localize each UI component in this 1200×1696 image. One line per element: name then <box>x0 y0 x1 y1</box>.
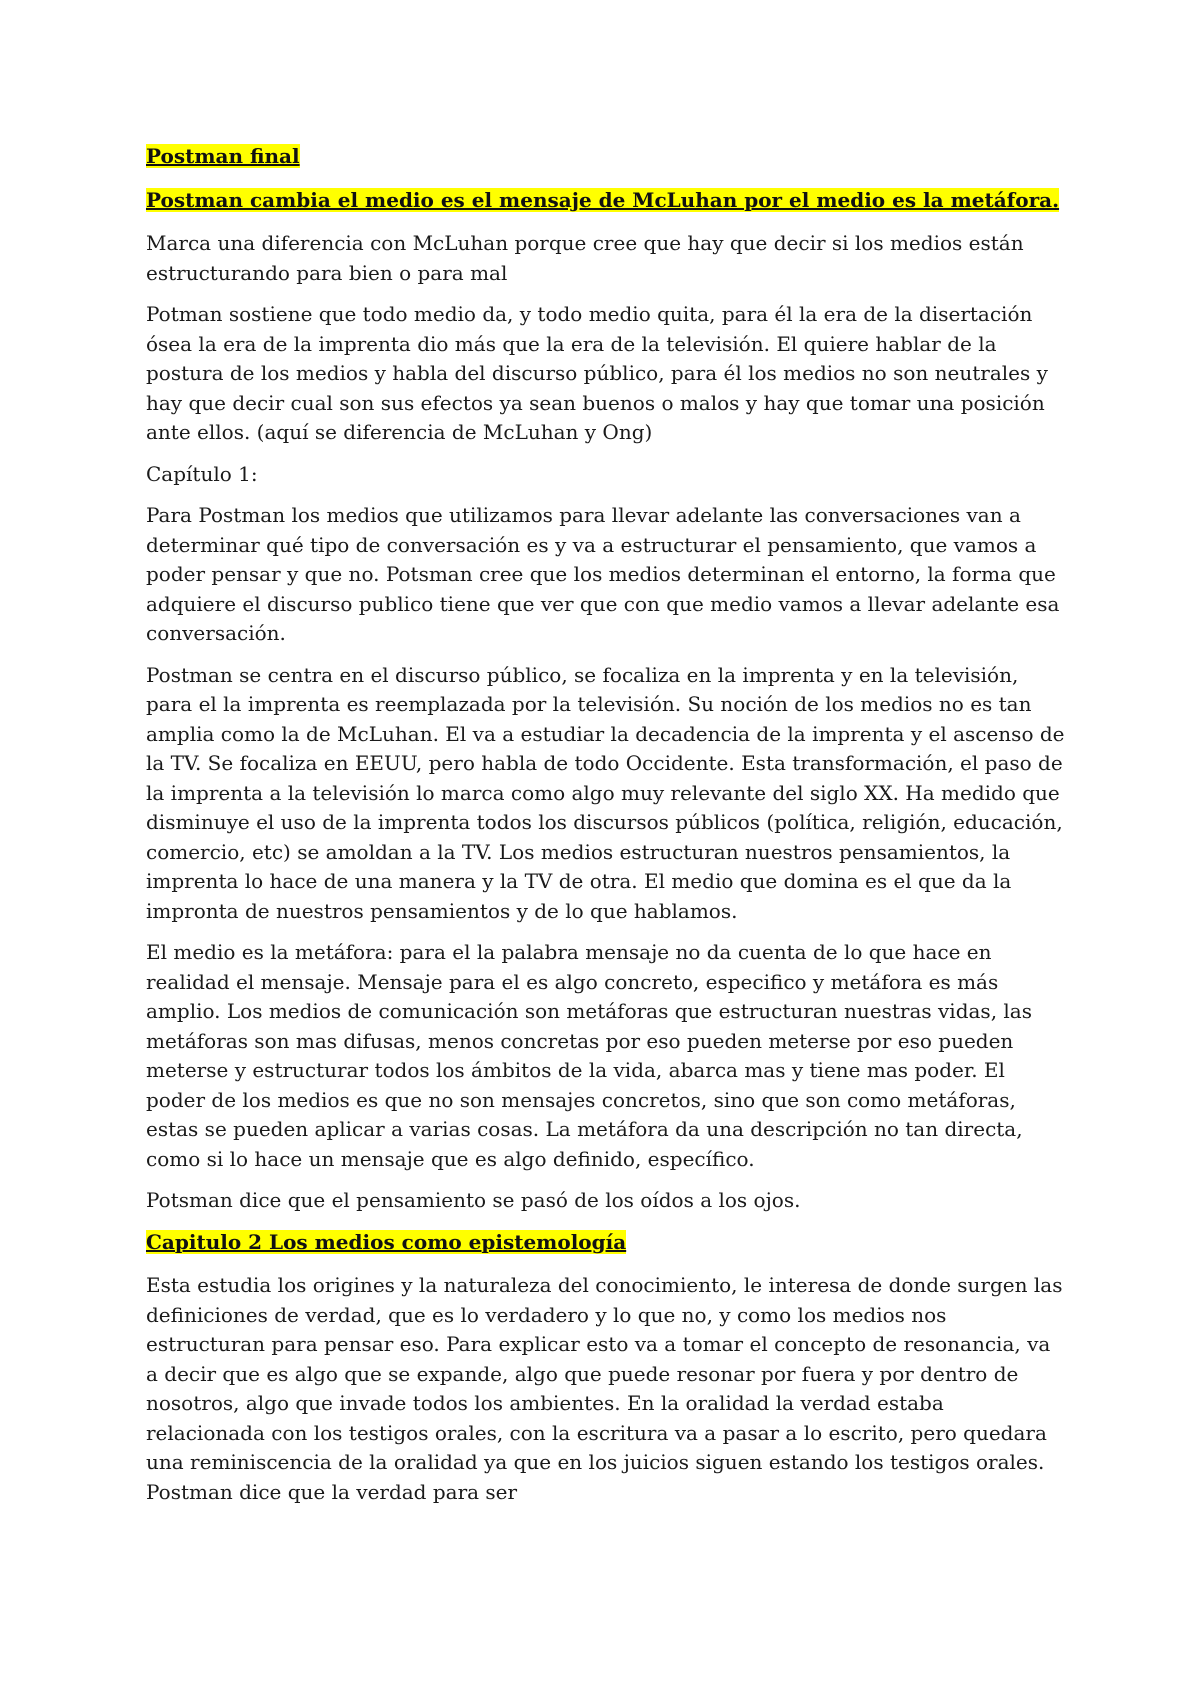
paragraph-6: Potsman dice que el pensamiento se pasó de los oídos a los ojos. <box>146 1188 801 1212</box>
paragraph-1: Marca una diferencia con McLuhan porque cree que hay que decir si los medios están estructurando para bien o para mal <box>146 231 1024 285</box>
paragraph-7: Esta estudia los origines y la naturaleza del conocimiento, le interesa de donde surgen las definiciones de verdad, que es lo verdadero y lo que no, y como los medios nos estructuran para pensar eso. Para explicar esto va a tomar el concepto de resonancia, va a decir que es algo que se expande, algo que puede resonar por fuera y por dentro de nosotros, algo que invade todos los ambientes. En la oralidad la verdad estaba relacionada con los testigos orales, con la escritura va a pasar a lo escrito, pero quedara una reminiscencia de la oralidad ya que en los juicios siguen estando los testigos orales. Postman dice que la verdad para ser <box>146 1273 1063 1504</box>
document-title-line <box>146 142 1066 172</box>
chapter-2-heading: Capitulo 2 Los medios como epistemología <box>146 1229 627 1254</box>
paragraph-4: Postman se centra en el discurso público, se focaliza en la imprenta y en la televisión, para el la imprenta es reemplazada por la televisión. Su noción de los medios no es tan amplia como la de McLuhan. El va a estudiar la decadencia de la imprenta y el ascenso de la TV. Se focaliza en EEUU, pero habla de todo Occidente. Esta transformación, el paso de la imprenta a la televisión lo marca como algo muy relevante del siglo XX. Ha medido que disminuye el uso de la imprenta todos los discursos públicos (política, religión, educación, comercio, etc) se amoldan a la TV. Los medios estructuran nuestros pensamientos, la imprenta lo hace de una manera y la TV de otra. El medio que domina es el que da la impronta de nuestros pensamientos y de lo que hablamos. <box>146 662 1065 923</box>
chapter-1-label: Capítulo 1: <box>146 461 258 486</box>
paragraph-5: El medio es la metáfora: para el la palabra mensaje no da cuenta de lo que hace en realidad el mensaje. Mensaje para el es algo concreto, especifico y metáfora es más amplio. Los medios de comunicación son metáforas que estructuran nuestras vidas, las metáforas son mas difusas, menos concretas por eso pueden meterse por eso pueden meterse y estructurar todos los ámbitos de la vida, abarca mas y tiene mas poder. El poder de los medios es que no son mensajes concretos, sino que son como metáforas, estas se pueden aplicar a varias cosas. La metáfora da una descripción no tan directa, como si lo hace un mensaje que es algo definido, específico. <box>146 940 1032 1171</box>
document-body <box>146 142 1066 1519</box>
paragraph-3: Para Postman los medios que utilizamos para llevar adelante las conversaciones van a determinar qué tipo de conversación es y va a estructurar el pensamiento, que vamos a poder pensar y que no. Potsman cree que los medios determinan el entorno, la forma que adquiere el discurso publico tiene que ver que con que medio vamos a llevar adelante esa conversación. <box>146 503 1060 645</box>
chapter-2-heading-line <box>146 1228 1066 1258</box>
document-subtitle: Postman cambia el medio es el mensaje de McLuhan por el medio es la metáfora. <box>146 187 1060 212</box>
paragraph-2: Potman sostiene que todo medio da, y todo medio quita, para él la era de la disertación ósea la era de la imprenta dio más que la era de la televisión. El quiere hablar de la postura de los medios y habla del discurso público, para él los medios no son neutrales y hay que decir cual son sus efectos ya sean buenos o malos y hay que tomar una posición ante ellos. (aquí se diferencia de McLuhan y Ong) <box>146 302 1048 444</box>
document-title: Postman final <box>146 144 300 168</box>
document-subtitle-line <box>146 186 1066 216</box>
